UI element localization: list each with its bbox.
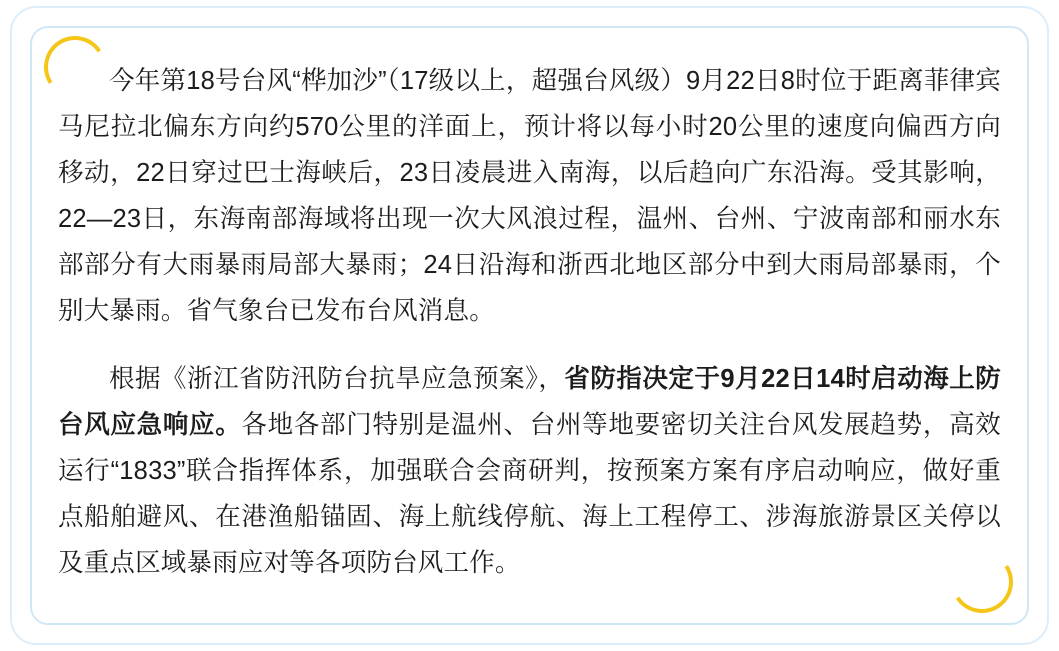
paragraph-2-text-part-2: 各地各部门特别是温州、台州等地要密切关注台风发展趋势，高效运行“1833”联合指挥体系，加强联合会商研判，按预案方案有序启动响应，做好重点船舶避风、在港渔船锚固、海上航线停航、海上工程停工、涉海旅游景区关停以及重点区域暴雨应对等各项防台风工作。 bbox=[58, 411, 1001, 577]
paragraph-2 bbox=[58, 356, 1001, 586]
paragraph-2-text-emphasis: 省防指决定于9月22日14时启动海上防台风应急响应。 bbox=[58, 365, 1001, 439]
paragraph-2-text-part-1: 根据《浙江省防汛防台抗旱应急预案》， bbox=[109, 365, 565, 393]
article-body bbox=[58, 58, 1001, 603]
content-card bbox=[30, 26, 1029, 625]
paragraph-1 bbox=[58, 58, 1001, 334]
paragraph-1-text: 今年第18号台风“桦加沙”（17级以上，超强台风级）9月22日8时位于距离菲律宾马尼拉北偏东方向约570公里的洋面上，预计将以每小时20公里的速度向偏西方向移动，22日穿过巴士海峡后，23日凌晨进入南海，以后趋向广东沿海。受其影响，22—23日，东海南部海域将出现一次大风浪过程，温州、台州、宁波南部和丽水东部部分有大雨暴雨局部大暴雨；24日沿海和浙西北地区部分中到大雨局部暴雨，个别大暴雨。省气象台已发布台风消息。 bbox=[58, 67, 1001, 325]
